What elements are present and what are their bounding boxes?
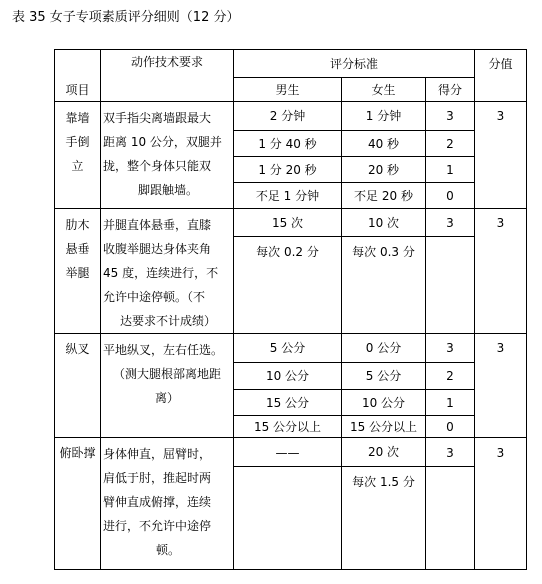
section-name: 靠墙 手倒 立 [65, 111, 90, 173]
score: 0 [446, 188, 454, 203]
score: 2 [446, 136, 454, 151]
male-standard: 1 分 40 秒 [258, 136, 317, 151]
score: 3 [446, 341, 454, 355]
female-standard: 每次 0.3 分 [352, 245, 415, 259]
header-male: 男生 [275, 82, 300, 97]
point-value: 3 [496, 109, 505, 123]
female-standard: 每次 1.5 分 [352, 475, 415, 489]
section-tech: 双手指尖离墙跟最大 距离 10 公分，双腿并 拢，整个身体只能双 脚跟触墙。 [103, 111, 222, 197]
female-standard: 0 公分 [365, 341, 402, 355]
header-score: 得分 [437, 82, 462, 97]
score: 2 [446, 369, 454, 383]
score: 3 [446, 109, 454, 123]
point-value: 3 [496, 341, 505, 355]
section-tech: 并腿直体悬垂，直膝 收腹举腿达身体夹角 45 度，连续进行，不 允许中途停顿。（不 达要求不计成绩） [103, 218, 219, 328]
female-standard: 5 公分 [365, 369, 402, 383]
section-tech: 身体伸直，屈臂时， 肩低于肘，推起时两 臂伸直成俯撑，连续 进行，不允许中途停 顿。 [103, 447, 212, 557]
table-caption: 表 35 女子专项素质评分细则（12 分） [12, 10, 240, 25]
point-value: 3 [496, 446, 505, 460]
section-name: 俯卧撑 [59, 446, 96, 460]
male-standard: 1 分 20 秒 [258, 162, 317, 177]
female-standard: 10 公分 [361, 395, 406, 410]
male-standard: 15 公分 [265, 395, 310, 410]
male-standard: 10 公分 [265, 369, 310, 383]
score: 3 [446, 215, 454, 230]
male-standard: —— [275, 446, 300, 460]
male-standard: 每次 0.2 分 [256, 245, 319, 259]
score: 0 [446, 419, 454, 434]
female-standard: 15 公分以上 [349, 419, 418, 434]
male-standard: 15 公分以上 [253, 419, 322, 434]
header-item: 项目 [65, 82, 90, 97]
male-standard: 不足 1 分钟 [255, 188, 320, 203]
point-value: 3 [496, 215, 505, 230]
header-standard: 评分标准 [329, 56, 378, 71]
male-standard: 15 次 [271, 215, 304, 230]
section-tech: 平地纵叉，左右任选。 （测大腿根部离地距 离） [103, 343, 224, 405]
female-standard: 20 次 [367, 445, 400, 459]
male-standard: 5 公分 [269, 341, 306, 355]
female-standard: 20 秒 [367, 162, 400, 177]
header-tech: 动作技术要求 [130, 55, 203, 69]
female-standard: 1 分钟 [365, 109, 402, 123]
score: 1 [446, 395, 454, 410]
female-standard: 不足 20 秒 [354, 188, 413, 203]
section-name: 纵叉 [65, 342, 90, 356]
score: 1 [446, 162, 454, 177]
section-name: 肋木 悬垂 举腿 [65, 218, 90, 280]
score: 3 [446, 446, 454, 460]
female-standard: 40 秒 [367, 136, 400, 151]
female-standard: 10 次 [367, 215, 400, 230]
header-female: 女生 [371, 82, 396, 97]
male-standard: 2 分钟 [269, 109, 306, 123]
header-value: 分值 [488, 56, 513, 71]
